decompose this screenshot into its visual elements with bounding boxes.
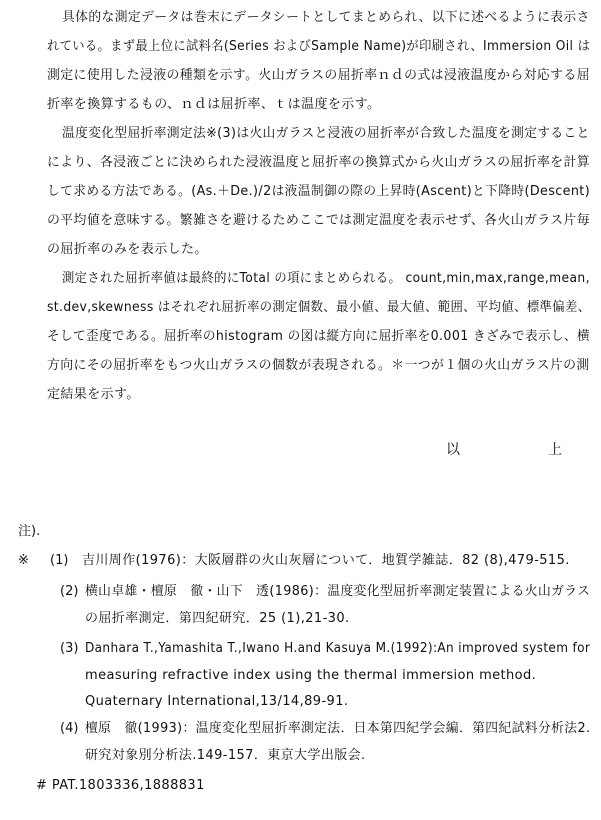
body-line: して求める方法である。(As.＋De.)/2は液温制御の際の上昇時(Ascent)と下降時(Descent) bbox=[47, 184, 591, 199]
reference-line: 吉川周作(1976)：大阪層群の火山灰層について．地質学雑誌．82 (8),479-515. bbox=[82, 553, 570, 568]
body-line: の屈折率のみを表示した。 bbox=[47, 242, 208, 257]
reference-line: Danhara T.,Yamashita T.,Iwano H.and Kasuya M.(1992):An improved system for bbox=[85, 641, 591, 656]
body-line: 温度変化型屈折率測定法※(3)は火山ガラスと浸液の屈折率が合致した温度を測定すること bbox=[62, 126, 590, 141]
body-line: の平均値を意味する。繁雑さを避けるためここでは測定温度を表示せず、各火山ガラス片毎 bbox=[47, 213, 590, 228]
body-line: st.dev,skewness はそれぞれ屈折率の測定個数、最小値、最大値、範囲、平均値、標準偏差、 bbox=[47, 300, 591, 315]
body-line: そして歪度である。屈折率のhistogram の図は縦方向に屈折率を0.001 きざみで表示し、横 bbox=[47, 329, 590, 344]
reference-number: (1) bbox=[50, 553, 69, 568]
reference-line: Quaternary International,13/14,89-91. bbox=[85, 694, 349, 709]
body-line: 具体的な測定データは巻末にデータシートとしてまとめられ、以下に述べるように表示さ bbox=[62, 10, 590, 25]
body-line: 測定に使用した浸液の種類を示す。火山ガラスの屈折率ｎｄの式は浸液温度から対応する屈 bbox=[47, 68, 590, 83]
closing-left: 以 bbox=[446, 442, 460, 458]
reference-mark: ※ bbox=[18, 553, 29, 568]
body-line: 折率を換算するもの、ｎｄは屈折率、ｔは温度を示す。 bbox=[47, 97, 381, 112]
reference-number: (4) bbox=[60, 721, 79, 736]
body-line: により、各浸液ごとに決められた浸液温度と屈折率の換算式から火山ガラスの屈折率を計算 bbox=[47, 155, 591, 170]
patent-number: # PAT.1803336,1888831 bbox=[36, 778, 205, 793]
reference-line: 横山卓雄・檀原 徹・山下 透(1986)：温度変化型屈折率測定装置による火山ガラス bbox=[85, 584, 591, 599]
closing-right: 上 bbox=[548, 442, 562, 458]
reference-number: (2) bbox=[60, 584, 79, 599]
reference-line: measuring refractive index using the thermal immersion method. bbox=[85, 668, 537, 683]
reference-line: の屈折率測定．第四紀研究．25 (1),21-30. bbox=[85, 611, 350, 626]
notes-title: 注). bbox=[18, 524, 41, 539]
reference-line: 檀原 徹(1993)：温度変化型屈折率測定法．日本第四紀学会編．第四紀試料分析法2. bbox=[85, 721, 591, 736]
reference-number: (3) bbox=[60, 641, 79, 656]
body-line: 定結果を示す。 bbox=[47, 387, 140, 402]
body-line: 方向にその屈折率をもつ火山ガラスの個数が表現される。＊一つが１個の火山ガラス片の測 bbox=[47, 358, 590, 373]
body-line: 測定された屈折率値は最終的にTotal の項にまとめられる。 count,min,max,range,mean, bbox=[62, 271, 590, 286]
body-line: れている。まず最上位に試料名(Series およびSample Name)が印刷され、Immersion Oil は bbox=[47, 39, 591, 54]
reference-line: 研究対象別分析法.149-157．東京大学出版会. bbox=[85, 748, 366, 763]
